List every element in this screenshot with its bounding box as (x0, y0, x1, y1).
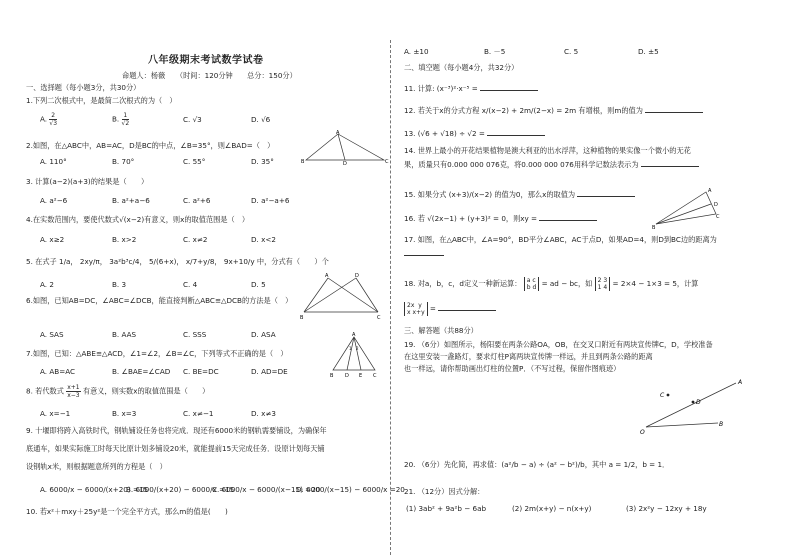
q10-option-d: D. ±5 (638, 47, 659, 56)
q4-option-b: B. x>2 (112, 235, 137, 244)
q6-label-b: B (300, 315, 304, 321)
q3-option-d: D. a²−a+6 (251, 196, 290, 205)
q7-label-b: B (330, 373, 334, 378)
right-column (396, 0, 794, 560)
q6-option-d: D. ASA (251, 330, 276, 339)
q5-expr-5: x/7+y/8， (185, 257, 222, 266)
q3-stem: 3. 计算(a−2)(a+3)的结果是（ ） (26, 177, 149, 186)
q19-label-d: D (696, 399, 701, 406)
q15-answer-blank (577, 188, 635, 197)
q5-expr-3: 3a²b³c/4， (109, 257, 147, 266)
q2-option-a: A. 110° (40, 157, 67, 166)
q7-label-a: A (352, 332, 356, 338)
q7-option-a: A. AB=AC (40, 367, 76, 376)
q6-option-c: C. SSS (183, 330, 207, 339)
q12: 12. 若关于x的分式方程 x/(x−2) + 2m/(2−x) = 2m 有增根，则m的值为 (404, 104, 703, 115)
q19-label-c: C (660, 392, 665, 399)
q7-label-d: D (345, 373, 349, 378)
q6-side-dc (356, 278, 378, 312)
q16-label-d: D (714, 202, 718, 208)
q4-option-d: D. x<2 (251, 235, 276, 244)
q18-matrix-task: 2x y x x+y (404, 302, 428, 316)
q18-line-2: 2x y x x+y = (404, 302, 496, 316)
q16: 16. 若 √(2x−1) + (y+3)² = 0，则xy = (404, 212, 597, 223)
q16-triangle-figure (652, 186, 722, 230)
q5-option-a: A. 2 (40, 280, 54, 289)
q9-option-d: D. 6000/(x−15) − 6000/x =20 (296, 485, 405, 494)
q19-point-d (692, 401, 695, 404)
q2-option-c: C. 55° (183, 157, 206, 166)
q19-road-ob (646, 423, 718, 427)
q18-matrix-def: a c b d (524, 277, 540, 291)
q10-option-b: B. －5 (484, 47, 506, 56)
q4-stem: 4.在实数范围内，要使代数式√(x−2)有意义，则x的取值范围是（ ） (26, 215, 250, 224)
q20: 20. （6分）先化简，再求值：(a²/b − a) ÷ (a² − b²)/b，其中 a = 1/2，b = 1． (404, 460, 670, 469)
section-3-heading: 三、解答题（共88分） (404, 326, 478, 335)
q8-option-a: A. x=−1 (40, 409, 71, 418)
q19-roads-figure (636, 375, 766, 437)
q2-triangle-figure (300, 130, 390, 166)
q13-answer-blank (487, 127, 545, 136)
q2-label-b: B (301, 159, 305, 165)
column-divider (390, 40, 391, 555)
q17-line-2 (404, 247, 444, 258)
q14-line-1: 14. 世界上最小的开花结果植物是澳大利亚的出水浮萍，这种植物的果实像一个微小的无花 (404, 146, 691, 155)
q14-answer-blank (641, 158, 699, 167)
q6-label-c: C (377, 315, 381, 321)
q6-option-a: A. SAS (40, 330, 64, 339)
q16-label-c: C (716, 214, 720, 220)
q7-option-d: D. AD=DE (251, 367, 288, 376)
q5-option-b: B. 3 (112, 280, 127, 289)
q19-label-a: A (738, 379, 743, 386)
q5-expr-2: 2xy/π， (79, 257, 107, 266)
q5-option-d: D. 5 (251, 280, 266, 289)
q6-side-ab (304, 278, 328, 312)
q8-option-c: C. x≠−1 (183, 409, 214, 418)
q5-option-c: C. 4 (183, 280, 198, 289)
q5-stem: 5. 在式子 1/a， 2xy/π， 3a²b³c/4， 5/(6+x)， x/7+y/8， 9x+10/y 中，分式有（ ）个 (26, 257, 329, 266)
q12-answer-blank (645, 104, 703, 113)
q7-label-e: E (359, 373, 363, 378)
q2-option-b: B. 70° (112, 157, 135, 166)
q1-option-a: A. $\frac{2}{√3}$ (40, 112, 58, 127)
q2-label-a: A (336, 130, 340, 136)
q7-label-c: C (373, 373, 377, 378)
q21-item-1: (1) 3ab² + 9a²b − 6ab (406, 504, 487, 513)
q9-line-3: 设钢轨x米，则根据题意所列的方程是（ ） (26, 462, 167, 471)
q6-option-b: B. AAS (112, 330, 137, 339)
exam-meta: 命题人：杨薇 （时间：120分钟 总分：150分） (122, 71, 297, 80)
q3-option-c: C. a²+6 (183, 196, 211, 205)
q6-diag-ca (328, 278, 378, 312)
q10-stem: 10. 若x²＋mxy＋25y²是一个完全平方式，那么m的值是( ) (26, 507, 228, 516)
q9-option-b: B. 6000/(x+20) − 6000/x =15 (126, 485, 235, 494)
q19-line-2: 在这里安装一盏路灯，要求灯柱P离两块宣传牌一样远，并且到两条公路的距离 (404, 352, 653, 361)
section-1-heading: 一、选择题（每小题3分，共30分） (26, 83, 141, 92)
q6-label-a: A (325, 273, 329, 279)
q16-bisector (656, 204, 711, 224)
q9-option-c: C. 6000/x − 6000/(x−15) =20 (212, 485, 321, 494)
q7-label-angle-1: 1 (349, 346, 352, 351)
q6-diag-bd (304, 278, 356, 312)
q9-option-a: A. 6000/x − 6000/(x+20) =15 (40, 485, 149, 494)
q17-answer-blank (404, 247, 444, 256)
q18-matrix-example: 2 3 1 4 (595, 277, 611, 291)
q7-label-angle-2: 2 (356, 346, 359, 351)
q1-stem: 1.下列二次根式中，是最简二次根式的为（ ） (26, 96, 177, 105)
q3-option-a: A. a²−6 (40, 196, 68, 205)
q3-option-b: B. a²+a−6 (112, 196, 150, 205)
q2-median (338, 134, 345, 160)
section-2-heading: 二、填空题（每小题4分，共32分） (404, 63, 519, 72)
q5-expr-4: 5/(6+x)， (148, 257, 184, 266)
q1-option-b: B. $\frac{1}{√2}$ (112, 112, 130, 127)
q19-label-o: O (640, 429, 645, 436)
q1-option-d: D. √6 (251, 115, 271, 124)
q18-line-1: 18. 对a，b，c，d定义一种新运算： a c b d = ad − bc，如 2 3 1 4 = 2×4 − 1×3 = 5，计算 (404, 277, 699, 291)
q7-option-c: C. BE=DC (183, 367, 219, 376)
exam-title: 八年级期末考试数学试卷 (148, 55, 264, 66)
q16-label-a: A (708, 188, 712, 194)
q7-figure (330, 332, 378, 378)
q9-line-2: 底通车，如果实际施工时每天比原计划多铺设20米，就能提前15天完成任务．设原计划每天铺 (26, 444, 325, 453)
q2-triangle (306, 134, 384, 160)
q16-label-b: B (652, 225, 656, 230)
q6-figure (300, 272, 384, 322)
q17-line-1: 17. 如图，在△ABC中，∠A=90°，BD平分∠ABC，AC于点D，如果AD=4，则D到BC边的距离为 (404, 235, 717, 244)
q16-triangle (656, 192, 716, 224)
q6-label-d: D (355, 273, 359, 279)
q19-label-b: B (719, 421, 724, 428)
q10-option-a: A. ±10 (404, 47, 429, 56)
q21-stem: 21. （12分）因式分解： (404, 487, 485, 496)
q21-item-3: (3) 2x²y − 12xy + 18y (626, 504, 707, 513)
q7-stem: 7.如图，已知：△ABE≌△ACD，∠1=∠2，∠B=∠C，下列等式不正确的是（ ） (26, 349, 288, 358)
q5-expr-1: 1/a， (59, 257, 78, 266)
q2-option-d: D. 35° (251, 157, 274, 166)
q8-stem: 8. 若代数式 $\frac{x+1}{x-3}$ 有意义，则实数x的取值范围是（ ） (26, 384, 210, 399)
q4-option-c: C. x≠2 (183, 235, 208, 244)
q5-expr-6: 9x+10/y (223, 257, 255, 266)
q19-point-c (667, 394, 670, 397)
q7-triangle (333, 337, 375, 370)
q2-stem: 2.如图，在△ABC中，AB=AC，D是BC的中点，∠B=35°，则∠BAD=（ ） (26, 141, 275, 150)
q16-answer-blank (539, 212, 597, 221)
q7-option-b: B. ∠BAE=∠CAD (112, 367, 171, 376)
q9-line-1: 9. 十堰即将跨入高铁时代，钢轨铺设任务也将完成．现还有6000米的钢轨需要铺设，为确保年 (26, 426, 327, 435)
q1-option-c: C. √3 (183, 115, 202, 124)
q8-option-b: B. x=3 (112, 409, 137, 418)
q18-answer-blank (438, 302, 496, 311)
q10-option-c: C. 5 (564, 47, 579, 56)
q13: 13. (√6 + √18) ÷ √2 = (404, 127, 545, 138)
q19-line-1: 19. （6分）如图所示，杨阳要在两条公路OA，OB，在交叉口附近有两块宣传牌C，D，学校准备 (404, 340, 713, 349)
q2-label-c: C (385, 159, 389, 165)
q15: 15. 如果分式 (x+3)/(x−2) 的值为0，那么x的取值为 (404, 188, 635, 199)
q11: 11. 计算: (x⁻³)²·x⁻⁵ = (404, 82, 538, 93)
q19-line-3: 也一样远，请你帮助画出灯柱的位置P．（不写过程，保留作图痕迹） (404, 364, 621, 373)
q6-stem: 6.如图，已知AB=DC，∠ABC=∠DCB，能直接判断△ABC≌△DCB的方法是（ ） (26, 296, 293, 305)
q21-item-2: (2) 2m(x+y) − n(x+y) (512, 504, 592, 513)
q2-label-d: D (343, 161, 347, 166)
q4-option-a: A. x≥2 (40, 235, 65, 244)
q14-line-2: 果，质量只有0.000 000 076克，将0.000 000 076用科学记数法表示为 (404, 158, 699, 169)
q11-answer-blank (480, 82, 538, 91)
q8-option-d: D. x≠3 (251, 409, 276, 418)
